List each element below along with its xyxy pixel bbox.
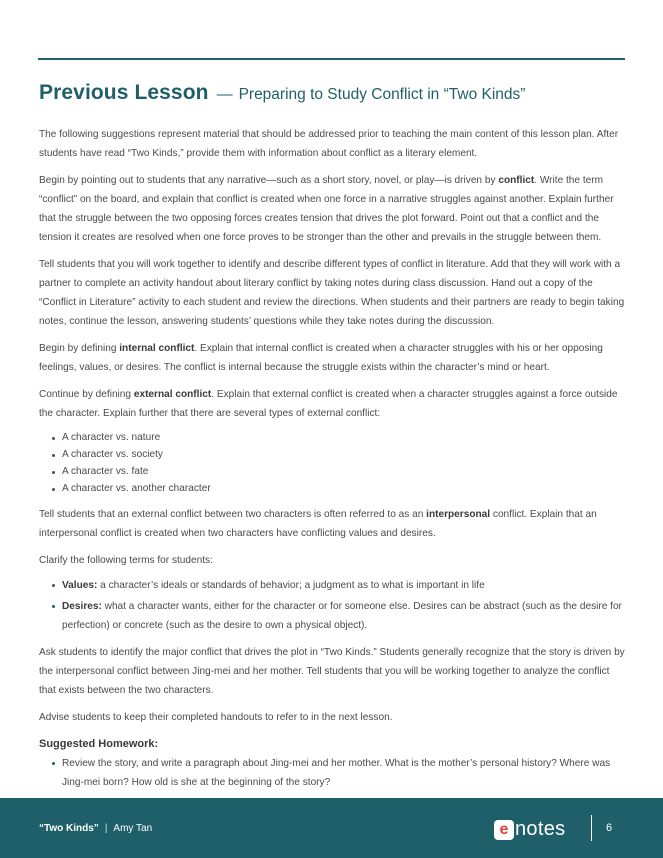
term-internal-conflict: internal conflict xyxy=(119,343,195,354)
enotes-wordmark: notes xyxy=(515,818,566,840)
footer-divider xyxy=(591,815,592,841)
paragraph-advise: Advise students to keep their completed handouts to refer to in the next lesson. xyxy=(39,712,393,723)
lesson-body xyxy=(39,125,625,800)
footer-work-title: “Two Kinds” xyxy=(39,823,99,834)
term-values: Values: xyxy=(62,580,98,591)
term-interpersonal: interpersonal xyxy=(426,509,491,520)
page-subtitle: Preparing to Study Conflict in “Two Kinds” xyxy=(238,86,526,103)
paragraph-external: Continue by defining external conflict. Explain that external conflict is created when a character struggles against a force outside the character. Explain further that there are several types of external conflict: xyxy=(39,389,618,419)
enotes-logo xyxy=(494,818,565,840)
homework-list xyxy=(39,754,625,792)
homework-heading: Suggested Homework: xyxy=(39,738,159,750)
footer-separator: | xyxy=(104,823,108,834)
page-number: 6 xyxy=(606,822,613,834)
terms-list xyxy=(39,576,625,635)
list-item: A character vs. nature xyxy=(39,429,625,446)
term-external-conflict: external conflict xyxy=(133,389,212,400)
list-item: A character vs. another character xyxy=(39,480,625,497)
list-item: Review the story, and write a paragraph about Jing-mei and her mother. What is the mother’s personal history? Where was Jing-mei born? How old is she at the beginning of the story? xyxy=(39,754,625,792)
paragraph-activity: Tell students that you will work together to identify and describe different types of conflict in literature. Add that they will work with a partner to complete an activity handout about literary conflict by taking notes during class discussion. Hand out a copy of the “Conflict in Literature” activity to each student and review the directions. When students and their partners are ready to begin taking notes, continue the lesson, answering students’ questions while they take notes during the discussion. xyxy=(39,259,625,327)
term-desires: Desires: xyxy=(62,601,102,612)
paragraph-internal: Begin by defining internal conflict. Explain that internal conflict is created when a character struggles with his or her opposing feelings, values, or desires. The conflict is internal because the struggle exists within the character’s mind or heart. xyxy=(39,343,603,373)
paragraph-interpersonal: Tell students that an external conflict between two characters is often referred to as an interpersonal conflict. Explain that an interpersonal conflict is created when two characters have conflicting values and desires. xyxy=(39,509,597,539)
enotes-e-icon: e xyxy=(494,820,514,840)
paragraph-major-conflict: Ask students to identify the major conflict that drives the plot in “Two Kinds.” Students generally recognize that the story is driven by the interpersonal conflict between Jing-mei and her mother. Tell students that you will be working together to analyze the conflict that exists between the two characters. xyxy=(39,647,625,696)
list-item: Desires: what a character wants, either for the character or for someone else. Desires can be abstract (such as the desire for perfection) or concrete (such as the desire to own a physical object). xyxy=(39,597,625,635)
title-dash: — xyxy=(216,86,233,103)
term-conflict: conflict xyxy=(498,175,535,186)
list-item: A character vs. society xyxy=(39,446,625,463)
paragraph-conflict: Begin by pointing out to students that any narrative—such as a short story, novel, or play—is driven by conflict. Write the term “conflict” on the board, and explain that conflict is created when one force in a narrative struggles against another. Explain further that the struggle between the two opposing forces creates tension that drives the plot forward. Point out that a conflict and the tension it creates are resolved when one force proves to be stronger than the other and prevails in the struggle between them. xyxy=(39,175,614,243)
paragraph-clarify: Clarify the following terms for students: xyxy=(39,555,213,566)
paragraph-intro: The following suggestions represent material that should be addressed prior to teaching the main content of this lesson plan. After students have read “Two Kinds,” provide them with information about conflict as a literary element. xyxy=(39,129,619,159)
external-types-list xyxy=(39,429,625,497)
footer-author: Amy Tan xyxy=(113,823,153,834)
footer-work-info xyxy=(39,823,152,834)
page-title: Previous Lesson xyxy=(39,81,209,104)
page-heading xyxy=(39,81,629,105)
page-footer xyxy=(0,798,663,858)
list-item: Values: a character’s ideals or standards of behavior; a judgment as to what is important in life xyxy=(39,576,625,595)
list-item: A character vs. fate xyxy=(39,463,625,480)
top-rule xyxy=(38,58,625,60)
